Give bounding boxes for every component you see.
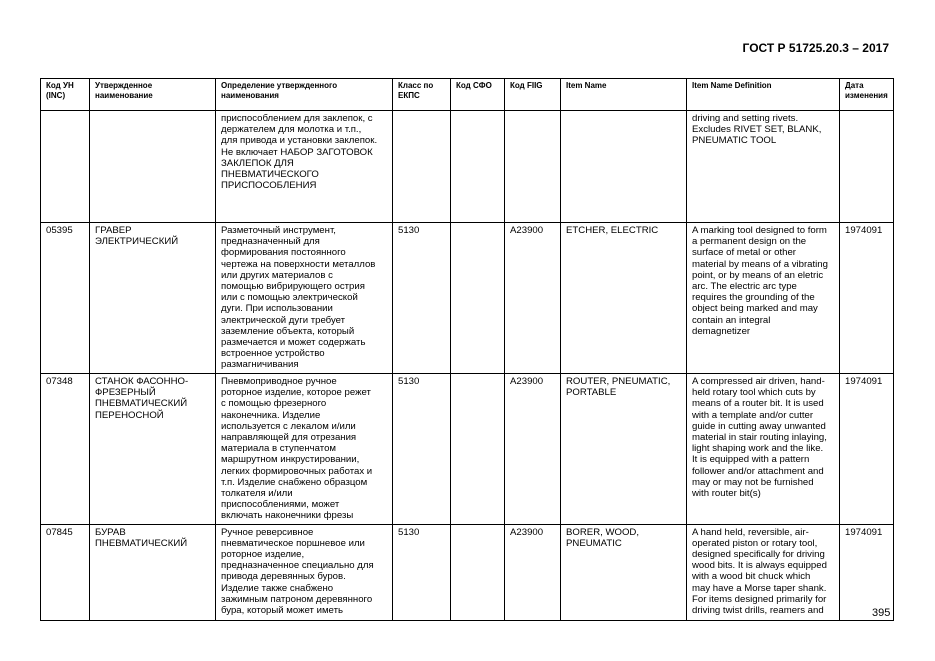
cell-fiig (505, 111, 561, 223)
header-item-name: Item Name (561, 79, 687, 111)
cell-inc: 07845 (41, 524, 90, 620)
cell-item-name: BORER, WOOD, PNEUMATIC (561, 524, 687, 620)
header-fiig-code: Код FIIG (505, 79, 561, 111)
standard-designation: ГОСТ Р 51725.20.3 – 2017 (742, 41, 889, 55)
cell-sfo (451, 374, 505, 525)
cell-item-name: ETCHER, ELECTRIC (561, 223, 687, 374)
cell-class: 5130 (393, 223, 451, 374)
cell-name-ru: СТАНОК ФАСОННО- ФРЕЗЕРНЫЙ ПНЕВМАТИЧЕСКИЙ ПЕРЕНОСНОЙ (90, 374, 216, 525)
cell-sfo (451, 111, 505, 223)
cell-sfo (451, 223, 505, 374)
cell-name-ru: БУРАВ ПНЕВМАТИЧЕСКИЙ (90, 524, 216, 620)
cell-item-definition: A compressed air driven, hand- held rotary tool which cuts by means of a router bit. It is used with a template and/or cutter guide in cutting away unwanted material in stair routing inlaying, light shaping work and the like. It is equipped with a pattern follower and/or attachment and may or may not be furnished with router bit(s) (687, 374, 840, 525)
cell-date: 1974091 (840, 374, 894, 525)
cell-item-definition: driving and setting rivets. Excludes RIVET SET, BLANK, PNEUMATIC TOOL (687, 111, 840, 223)
header-ekps-class: Класс по ЕКПС (393, 79, 451, 111)
cell-class: 5130 (393, 524, 451, 620)
cell-item-name (561, 111, 687, 223)
cell-definition-ru: Пневмоприводное ручное роторное изделие, которое режет с помощью фрезерного наконечника. Изделие используется с лекалом и/или направляющей для отрезания материала в ступенчатом маршрутном инкрустировании, легких формировочных работах и т.п. Изделие снабжено образцом толкателя и/или приспособлениями, может включать наконечники фрезы (216, 374, 393, 525)
cell-fiig: A23900 (505, 223, 561, 374)
cell-date: 1974091 (840, 223, 894, 374)
table-row (41, 223, 894, 374)
header-inc: Код УН (INC) (41, 79, 90, 111)
cell-definition-ru: приспособлением для заклепок, с держателем для молотка и т.п., для привода и установки заклепок. Не включает НАБОР ЗАГОТОВОК ЗАКЛЕПОК ДЛЯ ПНЕВМАТИЧЕСКОГО ПРИСПОСОБЛЕНИЯ (216, 111, 393, 223)
cell-fiig: A23900 (505, 524, 561, 620)
cell-item-definition: A marking tool designed to form a permanent design on the surface of metal or other material by means of a vibrating point, or by means of an eletric arc. The electric arc type requires the grounding of the object being marked and may contain an integral demagnetizer (687, 223, 840, 374)
header-approved-name: Утвержденное наименование (90, 79, 216, 111)
cell-date: 1974091 (840, 524, 894, 620)
cell-class (393, 111, 451, 223)
cell-name-ru (90, 111, 216, 223)
header-sfo-code: Код СФО (451, 79, 505, 111)
cell-sfo (451, 524, 505, 620)
cell-inc: 05395 (41, 223, 90, 374)
cell-date (840, 111, 894, 223)
item-names-table (40, 78, 894, 621)
cell-class: 5130 (393, 374, 451, 525)
cell-inc (41, 111, 90, 223)
cell-definition-ru: Разметочный инструмент, предназначенный для формирования постоянного чертежа на поверхности металлов или других материалов с помощью вибрирующего острия или с помощью электрической дуги. При использовании электрической дуги требует заземление объекта, который размечается и может содержать встроенное устройство размагничивания (216, 223, 393, 374)
table-row (41, 111, 894, 223)
header-item-name-definition: Item Name Definition (687, 79, 840, 111)
cell-inc: 07348 (41, 374, 90, 525)
header-approved-name-definition: Определение утвержденного наименования (216, 79, 393, 111)
header-change-date: Дата изменения (840, 79, 894, 111)
table-row (41, 374, 894, 525)
cell-fiig: A23900 (505, 374, 561, 525)
cell-item-definition: A hand held, reversible, air- operated piston or rotary tool, designed specifically for driving wood bits. It is always equipped with a wood bit chuck which may have a Morse taper shank. For items designed primarily for driving twist drills, reamers and (687, 524, 840, 620)
page-number: 395 (872, 607, 891, 619)
table-header-row (41, 79, 894, 111)
cell-definition-ru: Ручное реверсивное пневматическое поршневое или роторное изделие, предназначенное специально для привода деревянных буров. Изделие также снабжено зажимным патроном деревянного бура, который может иметь (216, 524, 393, 620)
cell-name-ru: ГРАВЕР ЭЛЕКТРИЧЕСКИЙ (90, 223, 216, 374)
cell-item-name: ROUTER, PNEUMATIC, PORTABLE (561, 374, 687, 525)
table-row (41, 524, 894, 620)
